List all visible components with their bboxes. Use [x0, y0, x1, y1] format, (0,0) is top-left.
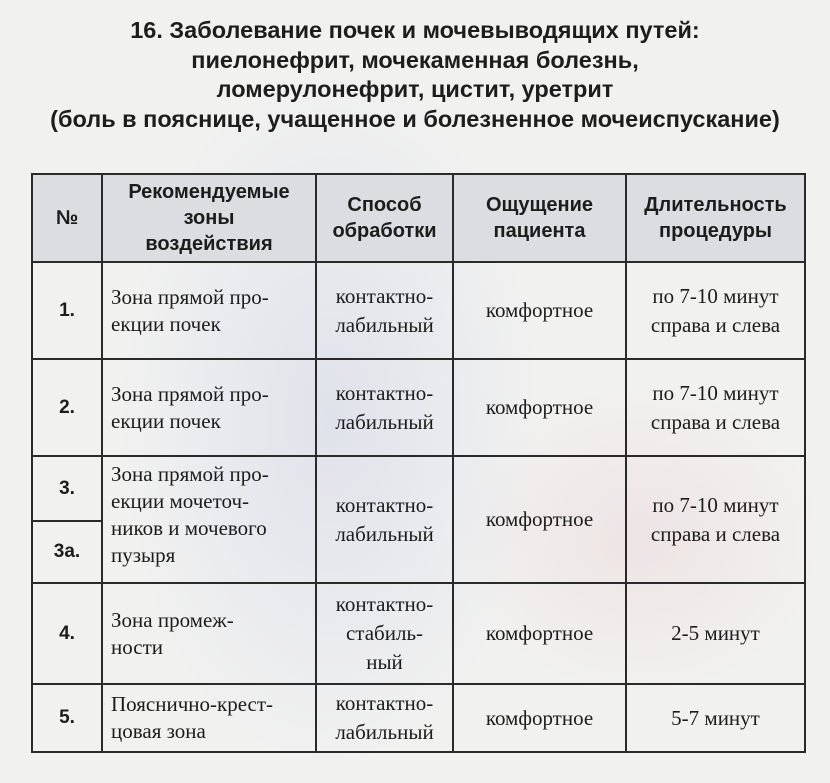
- row-zone: [102, 684, 316, 752]
- header-row: [32, 174, 805, 262]
- method-line: лабильный: [335, 409, 434, 434]
- header-sensation-line: пациента: [493, 220, 586, 242]
- row-sensation: комфортное: [453, 262, 626, 359]
- table-row: [32, 456, 805, 521]
- zone-line: екции почек: [111, 311, 221, 336]
- header-duration: [626, 174, 805, 262]
- header-zone-line: Рекомендуемые: [128, 181, 290, 203]
- method-line: лабильный: [335, 521, 434, 546]
- row-duration: [626, 456, 805, 583]
- zone-line: Зона прямой про-: [111, 381, 269, 406]
- header-method-line: обработки: [332, 220, 437, 242]
- duration-line: справа и слева: [650, 409, 781, 434]
- duration-line: по 7-10 минут: [652, 380, 779, 405]
- method-line: лабильный: [335, 312, 434, 337]
- row-sensation: комфортное: [453, 456, 626, 583]
- zone-line: цовая зона: [111, 719, 206, 743]
- header-zone-line: зоны: [183, 207, 235, 229]
- zone-line: екции мочеточ-: [111, 489, 250, 513]
- row-method: [316, 359, 453, 456]
- row-method: [316, 583, 453, 684]
- row-number: 5.: [32, 684, 102, 752]
- row-number: 2.: [32, 359, 102, 456]
- method-line: контактно-: [335, 691, 434, 715]
- method-line: контактно-: [335, 592, 434, 616]
- table-row: [32, 262, 805, 359]
- header-method-line: Способ: [347, 194, 422, 216]
- header-duration-line: Длительность: [644, 194, 787, 216]
- row-duration: 5-7 минут: [626, 684, 805, 752]
- zone-line: екции почек: [111, 408, 221, 433]
- zone-line: пузыря: [111, 543, 176, 567]
- method-line: ный: [366, 650, 403, 674]
- zone-line: Зона прямой про-: [111, 284, 269, 309]
- method-line: контактно-: [335, 283, 434, 308]
- zone-line: Зона прямой про-: [111, 462, 269, 486]
- header-sensation: [453, 174, 626, 262]
- row-sensation: комфортное: [453, 684, 626, 752]
- row-sensation: комфортное: [453, 359, 626, 456]
- row-duration: [626, 359, 805, 456]
- duration-line: справа и слева: [650, 312, 781, 337]
- title-line: ломерулонефрит, цистит, уретрит: [216, 76, 614, 102]
- table-row: [32, 359, 805, 456]
- title-line: пиелонефрит, мочекаменная болезнь,: [191, 46, 639, 73]
- page-title: [0, 16, 830, 134]
- table-row: [32, 583, 805, 684]
- title-line: 16. Заболевание почек и мочевыводящих путей:: [130, 17, 700, 43]
- method-line: контактно-: [335, 380, 434, 405]
- row-sensation: комфортное: [453, 583, 626, 684]
- row-method: [316, 262, 453, 359]
- procedure-table: [31, 173, 806, 753]
- duration-line: по 7-10 минут: [652, 492, 779, 517]
- header-sensation-line: Ощущение: [485, 194, 594, 216]
- row-zone: [102, 262, 316, 359]
- row-zone: [102, 359, 316, 456]
- row-number: 1.: [32, 262, 102, 359]
- method-line: контактно-: [335, 492, 434, 517]
- zone-line: Зона промеж-: [111, 607, 234, 632]
- title-line: (боль в пояснице, учащенное и болезненное мочеиспускание): [50, 105, 780, 132]
- zone-line: ности: [111, 634, 163, 659]
- header-duration-line: процедуры: [658, 220, 773, 242]
- header-zone: [102, 174, 316, 262]
- row-method: [316, 684, 453, 752]
- row-zone: [102, 456, 316, 583]
- row-number: 4.: [32, 583, 102, 684]
- row-number: 3а.: [32, 521, 102, 583]
- zone-line: ников и мочевого: [111, 516, 267, 540]
- row-duration: 2-5 минут: [626, 583, 805, 684]
- method-line: стабиль-: [345, 621, 424, 645]
- zone-line: Пояснично-крест-: [111, 692, 274, 716]
- duration-line: по 7-10 минут: [652, 283, 779, 308]
- row-zone: [102, 583, 316, 684]
- method-line: лабильный: [335, 720, 434, 744]
- duration-line: справа и слева: [650, 521, 781, 546]
- row-number: 3.: [32, 456, 102, 521]
- row-method: [316, 456, 453, 583]
- row-duration: [626, 262, 805, 359]
- header-zone-line: воздействия: [145, 233, 273, 255]
- header-number: №: [32, 174, 102, 262]
- table-row: [32, 684, 805, 752]
- header-method: [316, 174, 453, 262]
